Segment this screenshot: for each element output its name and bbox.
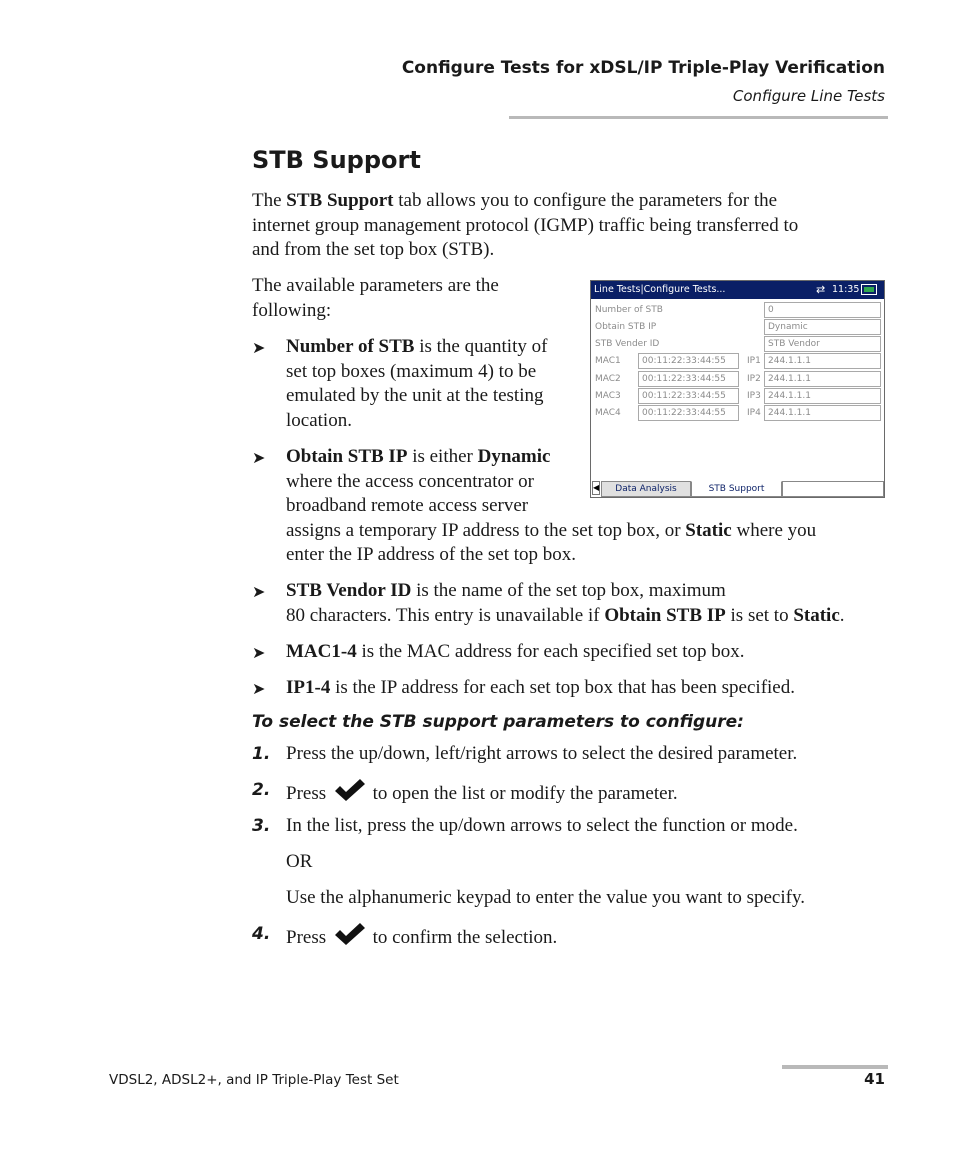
- obtain-stb-ip-field[interactable]: Dynamic: [764, 319, 881, 335]
- ip4-field[interactable]: 244.1.1.1: [764, 405, 881, 421]
- intro-text: tab allows you to configure the parameters for the: [393, 190, 778, 211]
- bullet-text: is either: [407, 446, 478, 467]
- bullet-text: is the name of the set top box, maximum: [411, 580, 726, 601]
- step-text: to open the list or modify the parameter.: [367, 783, 678, 804]
- checkmark-key-icon: [333, 778, 366, 802]
- step-number: 2.: [252, 780, 271, 800]
- device-title: Line Tests|Configure Tests...: [594, 284, 726, 295]
- mac3-field[interactable]: 00:11:22:33:44:55: [638, 388, 739, 404]
- ip3-field[interactable]: 244.1.1.1: [764, 388, 881, 404]
- page-number: 41: [864, 1070, 885, 1088]
- step-text: Press: [286, 783, 331, 804]
- bullet-arrow-icon: ➤: [252, 340, 266, 357]
- ip1-field[interactable]: 244.1.1.1: [764, 353, 881, 369]
- bullet-text: enter the IP address of the set top box.: [286, 544, 577, 565]
- bullet-term: IP1-4: [286, 677, 331, 698]
- footer-rule: [782, 1065, 888, 1069]
- sync-arrows-icon: ⇄: [816, 283, 826, 296]
- step-4-text: [286, 922, 557, 951]
- bullet-ip: [286, 676, 906, 701]
- bullet-mac: [286, 640, 906, 665]
- step-text: Press: [286, 927, 331, 948]
- tab-scroll-left-icon[interactable]: ◀: [592, 481, 600, 495]
- step-number: 1.: [252, 744, 271, 764]
- ip1-label: IP1: [747, 356, 761, 366]
- bullet-term: Number of STB: [286, 336, 415, 357]
- intro-text: following:: [252, 299, 332, 321]
- bullet-arrow-icon: ➤: [252, 645, 266, 662]
- bullet-text: 80 characters. This entry is unavailable if: [286, 604, 605, 626]
- number-of-stb-label: Number of STB: [595, 305, 663, 315]
- intro-text: internet group management protocol (IGMP) traffic being transferred to: [252, 214, 799, 236]
- stb-vendor-id-field[interactable]: STB Vendor: [764, 336, 881, 352]
- bullet-arrow-icon: ➤: [252, 584, 266, 601]
- ip4-label: IP4: [747, 408, 761, 418]
- bullet-text: where the access concentrator or: [286, 470, 534, 492]
- step-1-text: Press the up/down, left/right arrows to select the desired parameter.: [286, 743, 798, 764]
- mac3-label: MAC3: [595, 391, 621, 401]
- intro-text: The available parameters are the: [252, 275, 499, 296]
- bullet-text: is the MAC address for each specified set top box.: [356, 641, 745, 662]
- number-of-stb-field[interactable]: 0: [764, 302, 881, 318]
- bullet-text: is the IP address for each set top box that has been specified.: [330, 677, 795, 698]
- mac4-label: MAC4: [595, 408, 621, 418]
- bullet-text: assigns a temporary IP address to the set top box, or: [286, 519, 686, 541]
- tab-stb-support[interactable]: STB Support: [691, 481, 782, 497]
- device-tabbar: [591, 480, 884, 497]
- step-3-or: OR: [286, 851, 313, 872]
- step-2-text: [286, 778, 678, 807]
- bullet-term: Dynamic: [477, 446, 551, 467]
- stb-vendor-id-label: STB Vender ID: [595, 339, 660, 349]
- bullet-arrow-icon: ➤: [252, 450, 266, 467]
- step-number: 4.: [252, 924, 271, 944]
- intro-paragraph: [252, 189, 892, 263]
- device-screenshot: [590, 280, 885, 498]
- ip3-label: IP3: [747, 391, 761, 401]
- ip2-label: IP2: [747, 374, 761, 384]
- bullet-text: broadband remote access server: [286, 495, 529, 516]
- obtain-stb-ip-label: Obtain STB IP: [595, 322, 657, 332]
- mac4-field[interactable]: 00:11:22:33:44:55: [638, 405, 739, 421]
- intro-text: and from the set top box (STB).: [252, 239, 495, 260]
- bullet-text: .: [839, 604, 845, 626]
- chapter-title: Configure Tests for xDSL/IP Triple-Play Verification: [401, 58, 885, 78]
- step-3-alt: Use the alphanumeric keypad to enter the value you want to specify.: [286, 887, 805, 908]
- intro-text: The: [252, 190, 287, 211]
- device-titlebar: [591, 281, 884, 299]
- section-title: Configure Line Tests: [732, 87, 885, 105]
- bullet-text: is the quantity of: [414, 336, 548, 357]
- bullet-number-of-stb: [286, 335, 586, 433]
- battery-icon: [861, 284, 877, 295]
- checkmark-key-icon: [333, 922, 366, 946]
- header-rule: [509, 116, 888, 119]
- mac2-label: MAC2: [595, 374, 621, 384]
- bullet-term: MAC1-4: [286, 641, 357, 662]
- procedure-title: To select the STB support parameters to configure:: [252, 712, 744, 732]
- bullet-term: Obtain STB IP: [286, 446, 408, 467]
- device-clock: 11:35: [832, 284, 860, 295]
- bullet-arrow-icon: ➤: [252, 681, 266, 698]
- mac2-field[interactable]: 00:11:22:33:44:55: [638, 371, 739, 387]
- bullet-text: is set to: [725, 604, 794, 626]
- bullet-term: Static: [685, 519, 732, 541]
- available-parameters-paragraph: [252, 274, 572, 323]
- bullet-text: location.: [286, 409, 352, 431]
- intro-term: STB Support: [286, 190, 394, 211]
- tab-data-analysis[interactable]: Data Analysis: [601, 481, 691, 497]
- bullet-term: Static: [793, 604, 840, 626]
- page-heading: STB Support: [252, 146, 421, 174]
- bullet-text: where you: [731, 519, 817, 541]
- step-text: to confirm the selection.: [367, 927, 558, 948]
- bullet-stb-vendor-id: [286, 579, 906, 628]
- ip2-field[interactable]: 244.1.1.1: [764, 371, 881, 387]
- bullet-term: STB Vendor ID: [286, 580, 412, 601]
- step-3-text: In the list, press the up/down arrows to select the function or mode.: [286, 815, 798, 836]
- bullet-text: emulated by the unit at the testing: [286, 385, 544, 406]
- step-number: 3.: [252, 816, 271, 836]
- footer-product: VDSL2, ADSL2+, and IP Triple-Play Test Set: [109, 1072, 399, 1088]
- bullet-term: Obtain STB IP: [604, 604, 726, 626]
- tab-empty: [782, 481, 884, 497]
- mac1-label: MAC1: [595, 356, 621, 366]
- mac1-field[interactable]: 00:11:22:33:44:55: [638, 353, 739, 369]
- bullet-text: set top boxes (maximum 4) to be: [286, 360, 537, 382]
